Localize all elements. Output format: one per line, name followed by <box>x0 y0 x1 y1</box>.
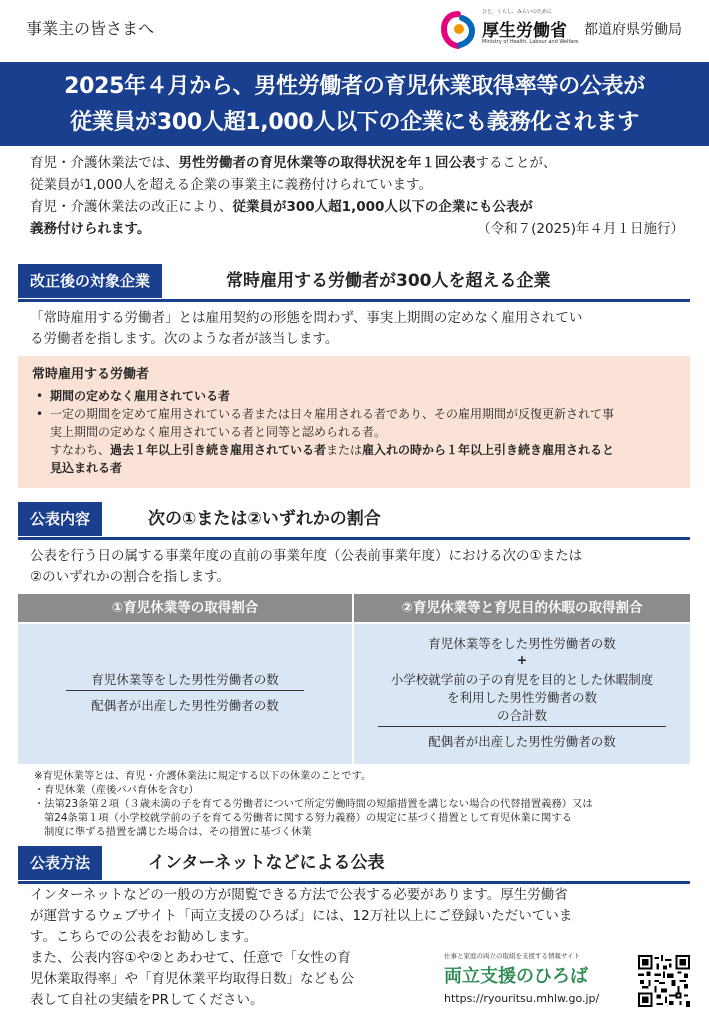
intro-text-span: することが、 <box>475 155 557 171</box>
section-rule <box>18 299 690 302</box>
ryouritsu-site-promo[interactable] <box>444 951 630 1011</box>
mhlw-logo <box>438 8 578 52</box>
table-cell-ratio-1 <box>18 624 352 764</box>
section-disclosure-description <box>30 546 690 588</box>
bullet-icon: • <box>36 389 44 403</box>
ratio-2-numerator-line: を利用した男性労働者の数 <box>446 690 597 705</box>
description-line: ②のいずれかの割合を指します。 <box>30 569 231 585</box>
fraction-line <box>66 690 304 691</box>
list-item <box>32 387 676 405</box>
section-target-description <box>30 308 690 350</box>
section-title: 次の①または②いずれかの割合 <box>148 509 381 529</box>
mhlw-emblem-icon <box>438 10 478 50</box>
intro-line: 従業員が1,000人を超える企業の事業主に義務付けられています。 <box>30 177 433 193</box>
description-line: 児休業取得率」や「育児休業平均取得日数」なども公 <box>30 971 354 987</box>
text-emphasis: 過去１年以上引き続き雇用されている者 <box>110 443 327 457</box>
footnotes <box>34 769 684 839</box>
text-emphasis: 雇入れの時から１年以上引き続き雇用されると <box>362 443 615 457</box>
ratio-1-denominator: 配偶者が出産した男性労働者の数 <box>91 698 279 713</box>
section-tag: 公表方法 <box>18 846 102 880</box>
box-title: 常時雇用する労働者 <box>32 367 150 382</box>
list-item-text: 見込まれる者 <box>50 461 123 475</box>
section-title: 常時雇用する労働者が300人を超える企業 <box>226 271 551 291</box>
list-item <box>32 405 676 477</box>
description-line: 「常時雇用する労働者」とは雇用契約の形態を問わず、事実上期間の定めなく雇用されてい <box>30 310 583 326</box>
table-cell-ratio-2 <box>354 624 690 764</box>
logo-tagline: ひと、くらし、みらいのために <box>482 9 553 15</box>
plus-sign: + <box>516 652 528 667</box>
footnote-line: ・育児休業（産後パパ育休を含む） <box>34 784 199 796</box>
intro-emphasis: 男性労働者の育児休業等の取得状況を年１回公表 <box>178 155 476 171</box>
description-line: インターネットなどの一般の方が閲覧できる方法で公表する必要があります。厚生労働省 <box>30 887 568 903</box>
section-tag: 公表内容 <box>18 502 102 536</box>
ratio-table <box>18 594 690 764</box>
description-line: が運営するウェブサイト「両立支援のひろば」には、12万社以上にご登録いただいていま <box>30 908 573 924</box>
banner-line-1: 2025年４月から、男性労働者の育児休業取得率等の公表が <box>64 74 645 99</box>
intro-text-span: 育児・介護休業法では、 <box>30 155 179 171</box>
page-header <box>0 0 709 62</box>
list-item-text: 実上期間の定めなく雇用されている者と同等と認められる者。 <box>50 425 387 439</box>
list-item-text: 一定の期間を定めて雇用されている者または日々雇用される者であり、その雇用期間が反復更新されて事 <box>50 407 615 421</box>
table-header-ratio-2: ②育児休業等と育児目的休暇の取得割合 <box>354 594 690 622</box>
description-line: る労働者を指します。次のような者が該当します。 <box>30 331 339 347</box>
intro-line <box>30 218 690 240</box>
section-disclosure-content-header <box>18 502 690 536</box>
qr-code-icon[interactable] <box>638 955 690 1007</box>
footnote-line: 第24条第１項（小学校就学前の子を育てる労働者に関する努力義務）の規定に基づく措置として育児休業に関する <box>44 812 572 824</box>
title-banner <box>0 62 709 146</box>
effective-date: （令和７(2025)年４月１日施行） <box>477 221 684 237</box>
table-header-ratio-1: ①育児休業等の取得割合 <box>18 594 352 622</box>
list-item-text <box>50 441 676 459</box>
intro-text <box>30 152 690 240</box>
text-span: または <box>326 443 363 457</box>
intro-text-span: 育児・介護休業法の改正により、 <box>30 199 233 215</box>
logo-english-name: Ministry of Health, Labour and Welfare <box>482 39 579 45</box>
footnote-line: ・法第23条第２項（３歳未満の子を育てる労働者について所定労働時間の短縮措置を講じない場合の代替措置義務）又は <box>34 798 593 810</box>
section-disclosure-method-header <box>18 846 690 880</box>
description-line: す。こちらでの公表をお勧めします。 <box>30 929 258 945</box>
logo-name: 厚生労働省 <box>482 21 567 41</box>
ratio-2-numerator-line: 小学校就学前の子の育児を目的とした休暇制度 <box>390 672 654 687</box>
intro-emphasis: 義務付けられます。 <box>30 221 151 237</box>
ratio-2-numerator-line: 育児休業等をした男性労働者の数 <box>428 636 616 651</box>
footnote-line: ※育児休業等とは、育児・介護休業法に規定する以下の休業のことです。 <box>34 770 372 782</box>
bullet-icon: • <box>36 407 44 421</box>
description-line: また、公表内容①や②とあわせて、任意で「女性の育 <box>30 950 351 966</box>
fraction-line <box>378 726 666 727</box>
description-line: 表して自社の実績をPRしてください。 <box>30 992 264 1008</box>
intro-line <box>30 152 690 174</box>
list-item-text: 期間の定めなく雇用されている者 <box>50 389 231 403</box>
section-target-companies-header <box>18 264 690 298</box>
ratio-1-numerator: 育児休業等をした男性労働者の数 <box>91 672 279 687</box>
addressee: 事業主の皆さまへ <box>26 19 155 38</box>
section-rule <box>18 881 690 884</box>
footnote-line: 制度に準ずる措置を講じた場合は、その措置に基づく休業 <box>44 826 312 838</box>
promo-tagline: 仕事と家庭の両立の取組を支援する情報サイト <box>444 952 581 960</box>
section-rule <box>18 537 690 540</box>
regular-employee-box <box>18 356 690 488</box>
section-title: インターネットなどによる公表 <box>148 853 385 873</box>
intro-line <box>30 196 690 218</box>
bureau-name: 都道府県労働局 <box>584 22 682 38</box>
intro-emphasis: 従業員が300人超1,000人以下の企業にも公表が <box>232 199 533 215</box>
description-line: 公表を行う日の属する事業年度の直前の事業年度（公表前事業年度）における次の①または <box>30 548 583 564</box>
banner-line-2: 従業員が300人超1,000人以下の企業にも義務化されます <box>70 110 639 135</box>
ratio-2-numerator-line: の合計数 <box>496 708 547 723</box>
section-tag: 改正後の対象企業 <box>18 264 162 298</box>
text-span: すなわち、 <box>50 443 111 457</box>
promo-url-link[interactable]: https://ryouritsu.mhlw.go.jp/ <box>444 992 600 1005</box>
ratio-2-denominator: 配偶者が出産した男性労働者の数 <box>428 734 616 749</box>
promo-site-name: 両立支援のひろば <box>444 966 588 987</box>
